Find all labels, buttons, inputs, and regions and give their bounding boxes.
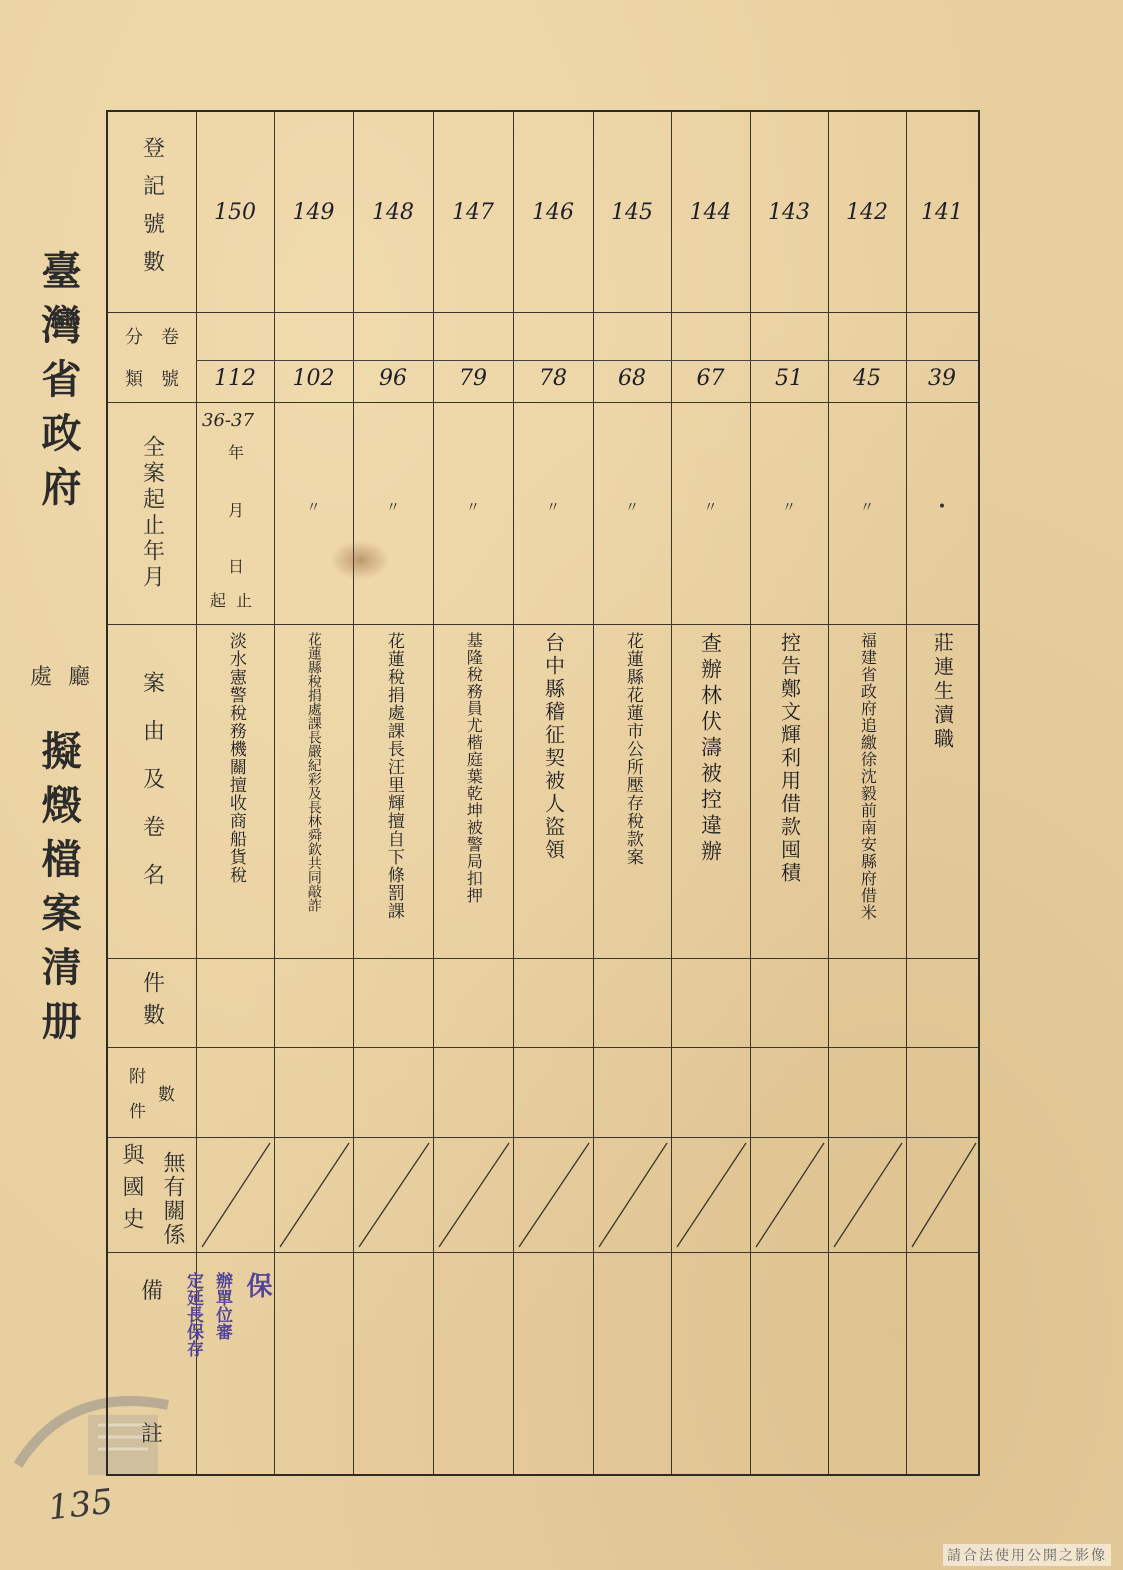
date-range-cell [196,402,274,624]
reg-number: 150 [214,199,256,225]
reg-number: 146 [532,199,574,225]
case-title: 花蓮稅捐處課長汪里輝擅自下條罰課 [383,632,404,920]
department-label-right: 廳 [67,665,90,690]
case-title: 花蓮縣稅捐處課長嚴紀彩及長林舜欽共同敲詐 [305,632,322,912]
ditto-mark: 〃 [386,500,400,516]
ditto-mark: • [937,499,947,515]
class-number: 96 [353,360,433,395]
header-date-range: 全案起止年月 [139,435,165,591]
case-title-cell [828,632,906,952]
class-number: 68 [593,360,671,395]
case-title: 基隆稅務員尤楷庭葉乾坤被警局扣押 [464,632,484,904]
reg-number: 147 [452,199,494,225]
case-title: 花蓮縣花蓮市公所壓存稅款案 [622,632,643,866]
reg-number: 143 [768,199,810,225]
date-range-value: 36-37 [202,410,254,431]
case-title-cell [906,632,978,952]
retention-stamp: 保 辦單位審 定延長保存 [183,1272,272,1357]
end-label: 止 [236,591,253,610]
case-title: 莊連生瀆職 [930,632,955,752]
ditto-mark: 〃 [625,500,639,516]
case-title: 台中縣稽征契被人盜領 [541,632,566,862]
reg-number: 144 [689,199,732,225]
header-item-count: 件數 [139,970,165,1035]
history-relevance-strikes [196,1137,978,1252]
reg-number: 145 [611,199,653,225]
class-number: 78 [513,360,593,395]
class-number: 102 [274,360,353,395]
register-title: 擬燬檔案清册 [35,730,82,1054]
reg-number: 142 [846,199,888,225]
case-title-cell [433,632,513,952]
class-number: 112 [196,360,274,395]
header-history-relevance: 與國史 無有關係 [119,1142,185,1247]
ditto-mark: 〃 [782,500,796,516]
class-number: 51 [750,360,828,395]
case-title-cell [274,632,353,952]
department-label-left: 處 [30,665,53,690]
case-title: 淡水憲警稅務機關擅收商船貨稅 [225,632,246,884]
case-title-cell [750,632,828,952]
case-title-cell [671,632,750,952]
paper-stain [330,540,390,580]
government-title: 臺灣省政府 [35,250,82,520]
case-title-cell [353,632,433,952]
ditto-mark: 〃 [306,500,321,516]
row-divider [108,312,978,313]
header-attachment-count: 附 件 數 [129,1067,175,1122]
department-labels [30,660,90,690]
usage-notice: 請合法使用公開之影像 [943,1544,1111,1566]
header-remarks: 備 註 [140,1279,163,1447]
reg-number: 149 [292,199,335,225]
ditto-mark: 〃 [546,500,560,516]
case-title: 控告鄭文輝利用借款囤積 [777,632,802,885]
row-divider [108,624,978,625]
case-title-cell [196,632,274,952]
start-label: 起 [210,591,227,610]
class-number: 67 [671,360,750,395]
case-title-cell [513,632,593,952]
day-label: 日 [228,557,245,576]
row-divider [108,1047,978,1048]
class-number: 45 [828,360,906,395]
row-divider [108,958,978,959]
archive-page-number: 135 [46,1481,115,1529]
class-number: 79 [433,360,513,395]
month-label: 月 [228,501,245,520]
ditto-mark: 〃 [860,500,874,516]
header-registration-number: 登記號數 [139,136,165,288]
header-classification-number: 分 卷 類 號 [125,327,179,390]
reg-number: 148 [372,199,414,225]
header-case-title: 案由及卷名 [139,671,165,911]
case-title: 查辦林伏濤被控違辦 [698,632,723,866]
row-divider [108,1252,978,1253]
reg-number: 141 [921,199,963,225]
register-table [106,110,980,1476]
ditto-mark: 〃 [466,500,480,516]
year-label: 年 [228,443,245,462]
case-title: 福建省政府追繳徐沈毅前南安縣府借米 [858,632,878,921]
class-number: 39 [906,360,978,395]
ditto-mark: 〃 [703,500,718,516]
case-title-cell [593,632,671,952]
